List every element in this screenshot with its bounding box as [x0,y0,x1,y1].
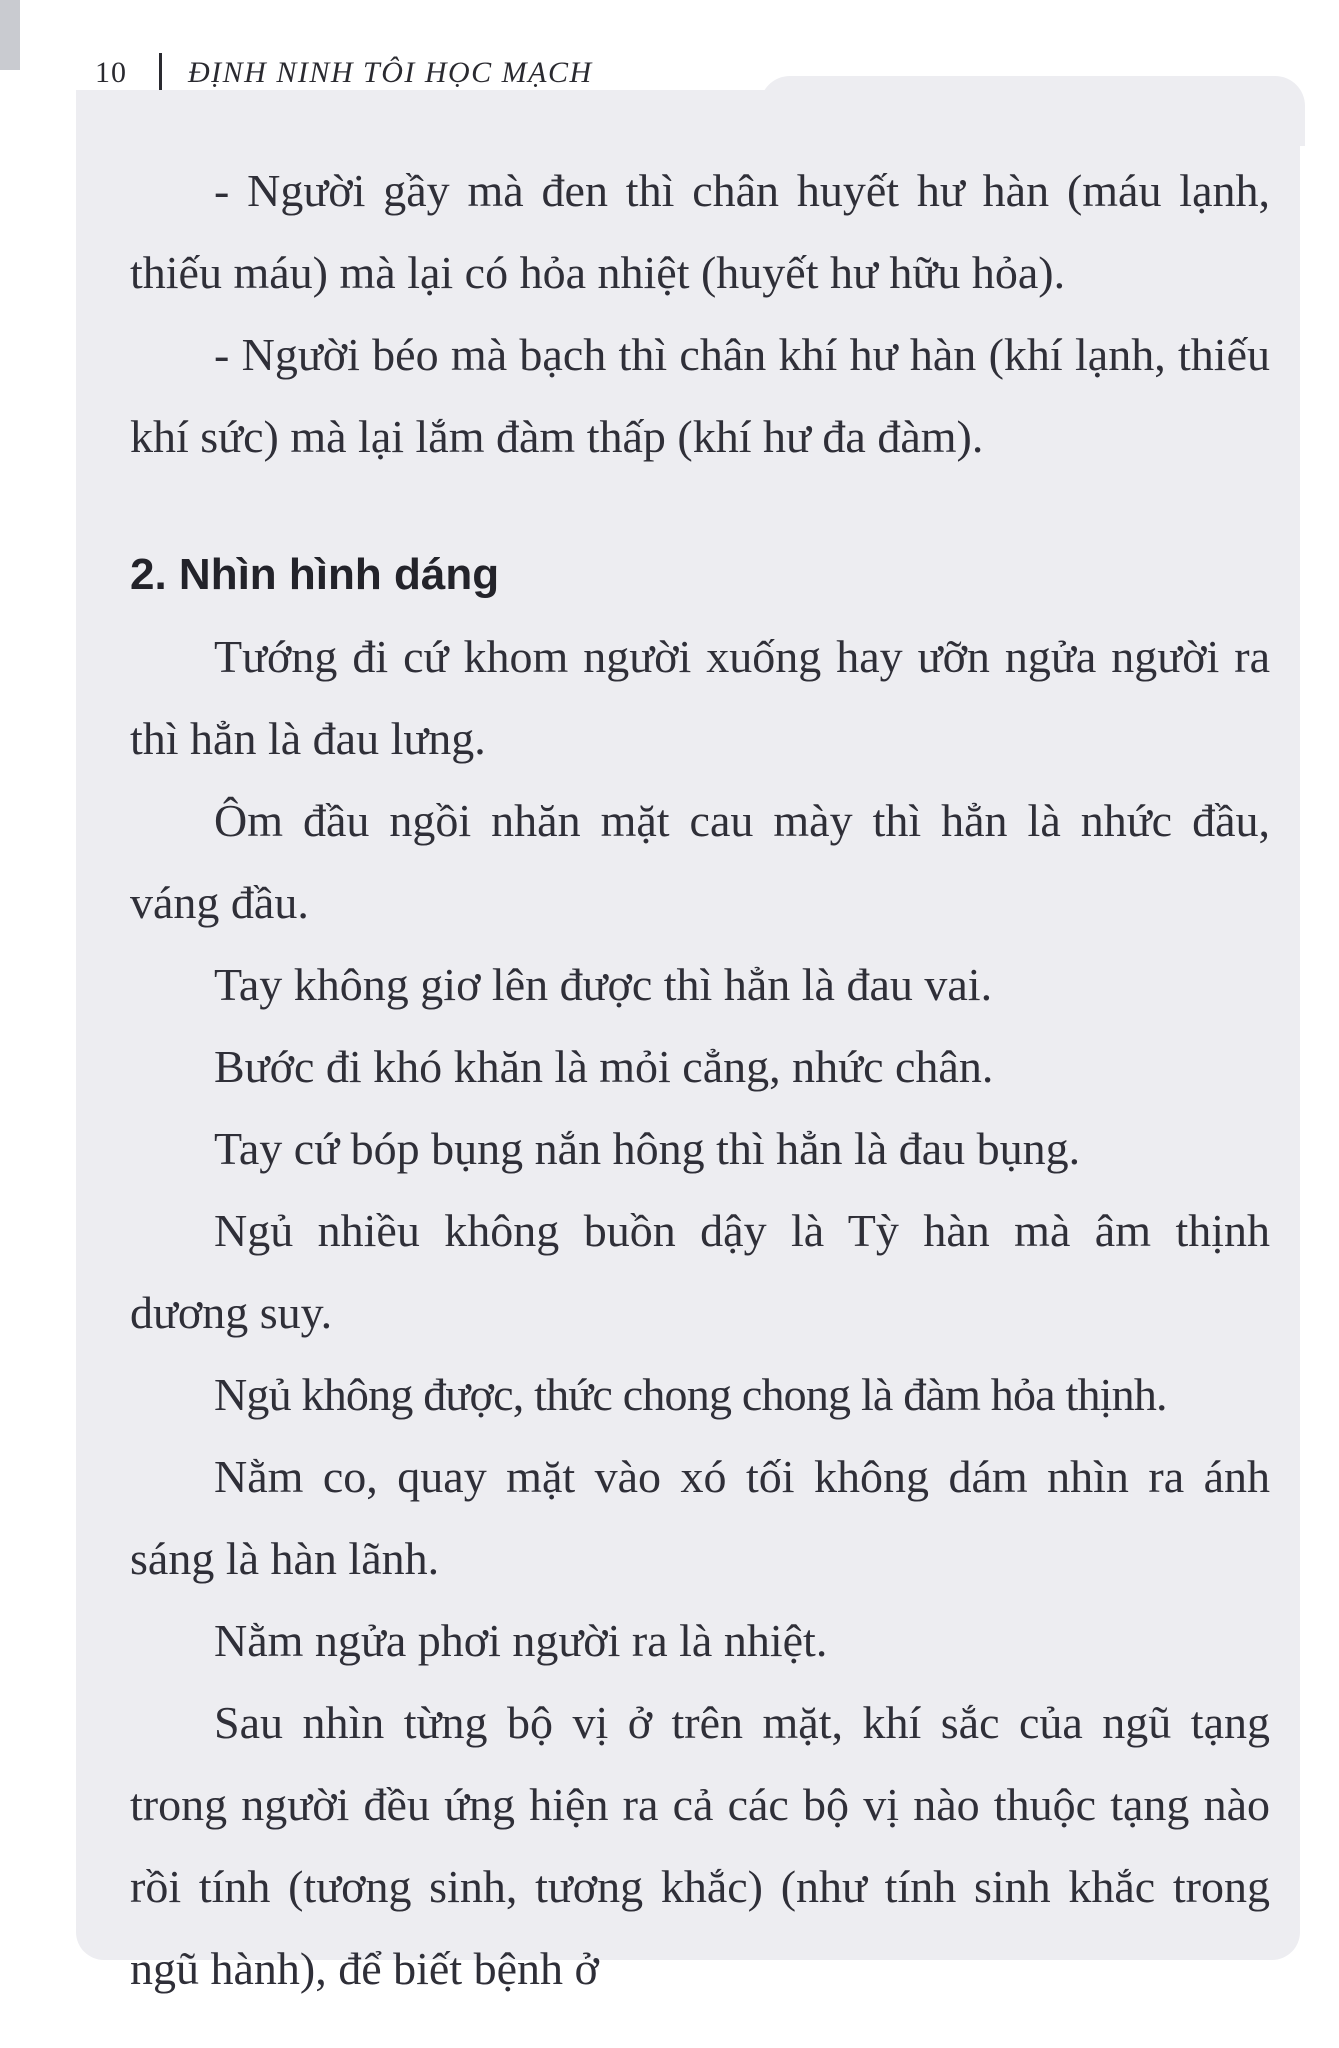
paragraph-legs: Bước đi khó khăn là mỏi cẳng, nhức chân. [214,1041,994,1092]
page-edge-shadow [0,0,20,70]
paragraph-insomnia: Ngủ không được, thức chong chong là đàm hỏa thịnh. [214,1369,1167,1420]
paragraph-belly: Tay cứ bóp bụng nắn hông thì hẳn là đau bụng. [214,1123,1081,1174]
paragraph-lying-open: Nằm ngửa phơi người ra là nhiệt. [214,1615,828,1666]
running-title: ĐỊNH NINH TÔI HỌC MẠCH [188,56,593,89]
paragraph-shoulder: Tay không giơ lên được thì hẳn là đau vai. [214,959,993,1010]
paragraph-posture-back: Tướng đi cứ khom người xuống hay ưỡn ngửa người ra thì hẳn là đau lưng. [130,631,1270,764]
paragraph-headache: Ôm đầu ngồi nhăn mặt cau mày thì hẳn là nhức đầu, váng đầu. [130,795,1270,928]
page-body [130,150,1270,2010]
paragraph-oversleep: Ngủ nhiều không buồn dậy là Tỳ hàn mà âm thịnh dương suy. [130,1205,1270,1338]
paragraph-fat-pale: - Người béo mà bạch thì chân khí hư hàn (khí lạnh, thiếu khí sức) mà lại lắm đàm thấp (khí hư đa đàm). [130,329,1270,462]
paragraph-face-regions: Sau nhìn từng bộ vị ở trên mặt, khí sắc của ngũ tạng trong người đều ứng hiện ra cả các bộ vị nào thuộc tạng nào rồi tính (tương sinh, tương khắc) (như tính sinh khắc trong ngũ hành), để biết bệnh ở [130,1697,1270,1994]
section-heading: 2. Nhìn hình dáng [130,550,500,599]
paragraph-thin-dark: - Người gầy mà đen thì chân huyết hư hàn (máu lạnh, thiếu máu) mà lại có hỏa nhiệt (huyết hư hữu hỏa). [130,165,1270,298]
paragraph-curled: Nằm co, quay mặt vào xó tối không dám nhìn ra ánh sáng là hàn lãnh. [130,1451,1270,1584]
page-number: 10 [95,56,127,89]
header-separator [159,53,162,93]
